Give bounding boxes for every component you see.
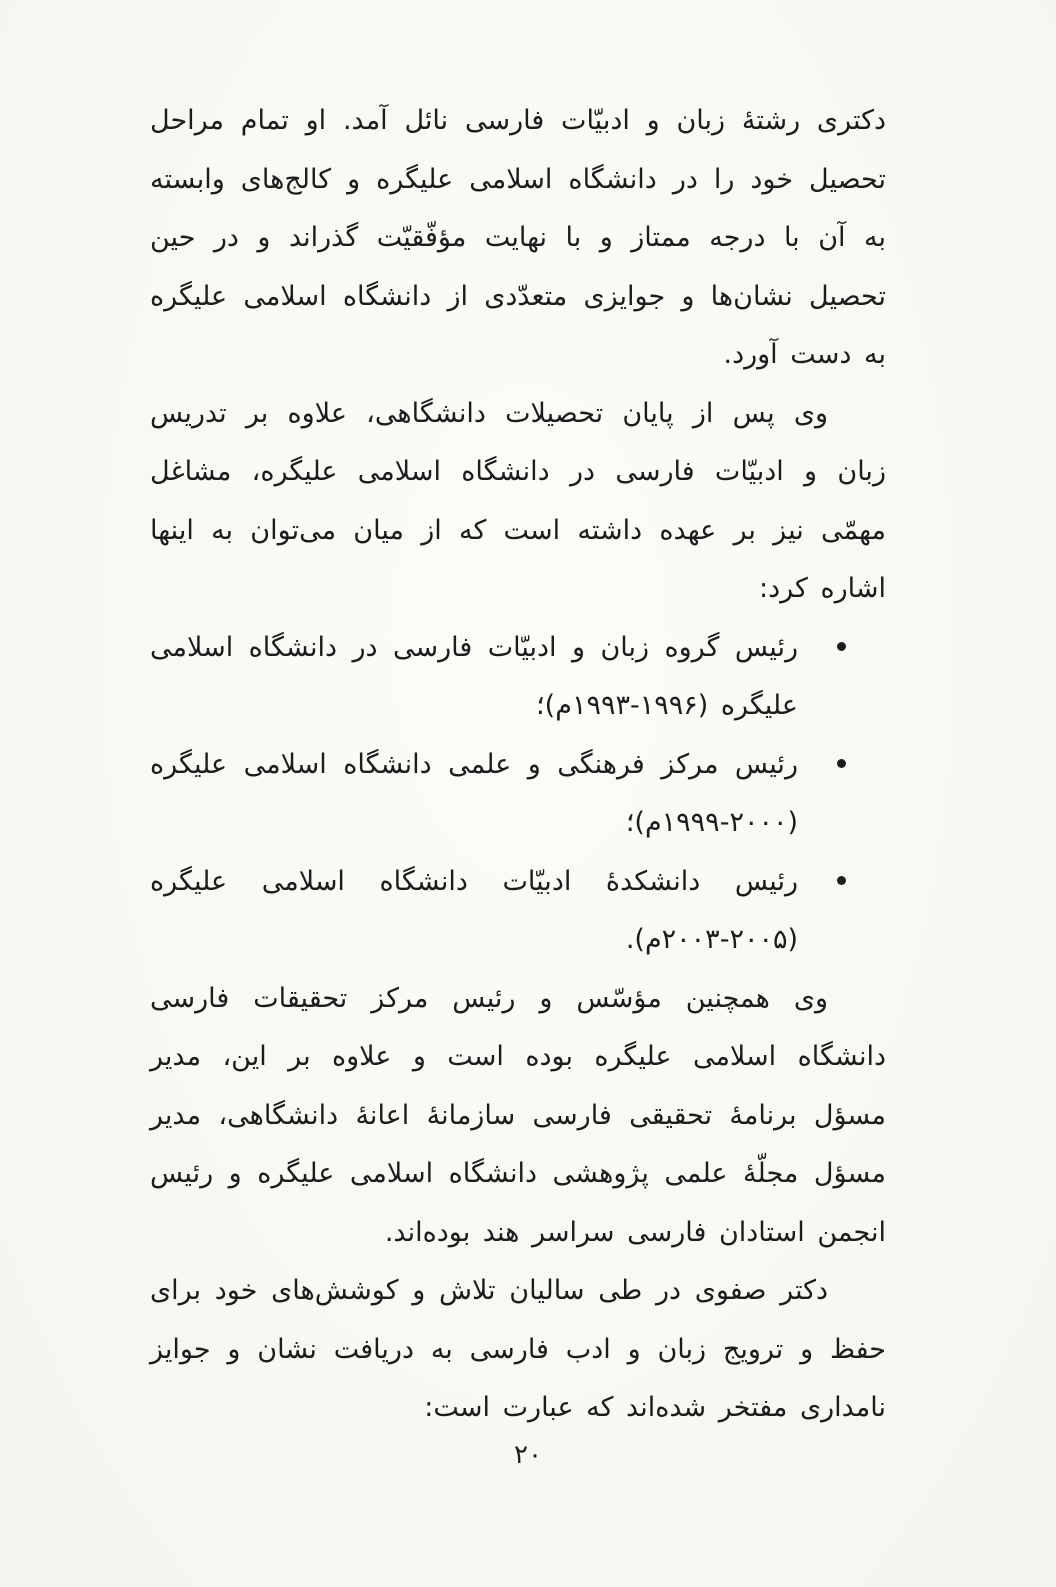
list-item (150, 853, 886, 970)
positions-list (150, 619, 886, 970)
bullet-icon (837, 759, 846, 768)
list-item-text: رئیس دانشکدهٔ ادبیّات دانشگاه اسلامی علیگره (۲۰۰۵-۲۰۰۳م). (150, 865, 798, 955)
paragraph-education: دکتری رشتهٔ زبان و ادبیّات فارسی نائل آمد. او تمام مراحل تحصیل خود را در دانشگاه اسلامی علیگره و کالج‌های وابسته به آن با درجه ممتاز و با نهایت مؤفّقیّت گذراند و در حین تحصیل نشان‌ها و جوایزی متعدّدی از دانشگاه اسلامی علیگره به دست آورد. (150, 105, 886, 370)
page-number: ۲۰ (514, 1440, 542, 1470)
paragraph-founder: وی همچنین مؤسّس و رئیس مرکز تحقیقات فارسی دانشگاه اسلامی علیگره بوده است و علاوه بر این، مدیر مسؤل برنامهٔ تحقیقی فارسی سازمانهٔ اعانهٔ دانشگاهی، مدیر مسؤل مجلّهٔ علمی پژوهشی دانشگاه اسلامی علیگره و رئیس انجمن استادان فارسی سراسر هند بوده‌اند. (150, 982, 886, 1248)
list-item (150, 619, 886, 736)
list-item-text: رئیس گروه زبان و ادبیّات فارسی در دانشگاه اسلامی علیگره (۱۹۹۶-۱۹۹۳م)؛ (150, 631, 798, 721)
paragraph-awards-intro: دکتر صفوی در طی سالیان تلاش و کوشش‌های خود برای حفظ و ترویج زبان و ادب فارسی به دریافت نشان و جوایز نامداری مفتخر شده‌اند که عبارت است: (150, 1275, 886, 1423)
list-item-text: رئیس مرکز فرهنگی و علمی دانشگاه اسلامی علیگره (۲۰۰۰-۱۹۹۹م)؛ (150, 748, 798, 838)
list-item (150, 736, 886, 853)
bullet-icon (837, 642, 846, 651)
page-body (150, 92, 886, 1438)
bullet-icon (837, 876, 846, 885)
paragraph-positions-intro: وی پس از پایان تحصیلات دانشگاهی، علاوه بر تدریس زبان و ادبیّات فارسی در دانشگاه اسلامی علیگره، مشاغل مهمّی نیز بر عهده داشته است که از میان می‌توان به اینها اشاره کرد: (150, 397, 886, 604)
